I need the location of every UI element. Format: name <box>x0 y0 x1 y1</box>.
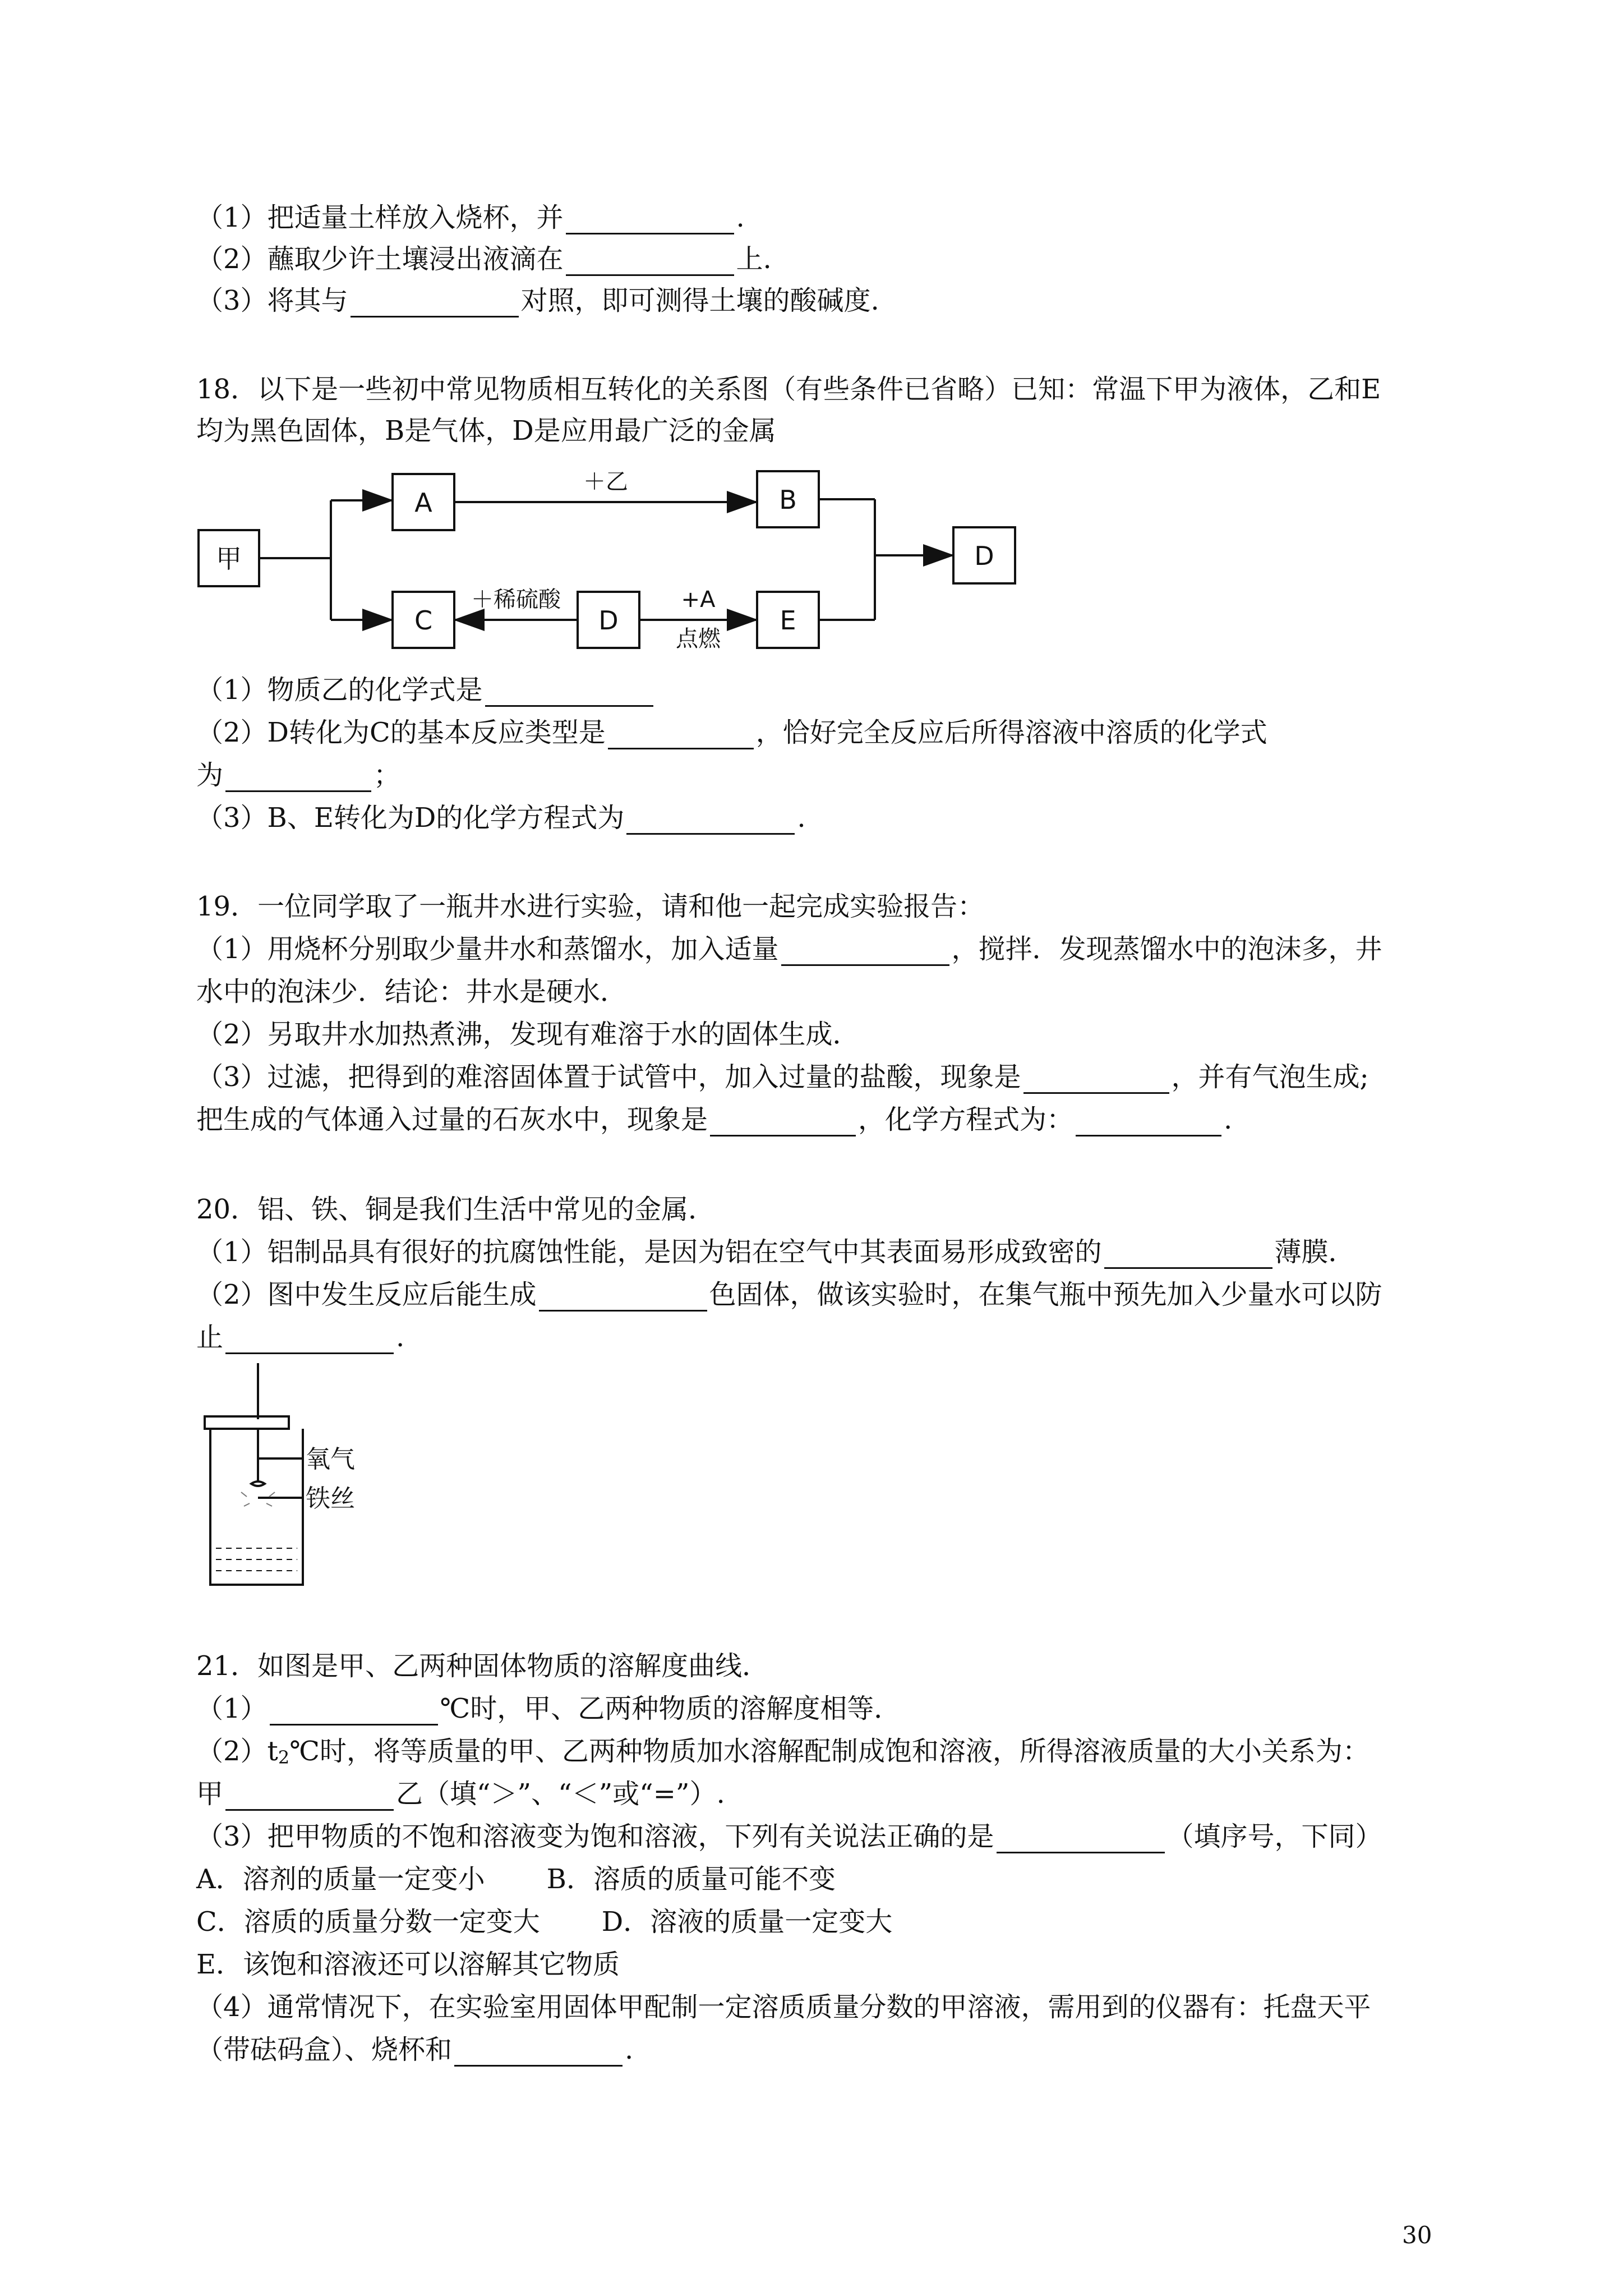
q20-gas-jar-figure <box>191 1363 415 1604</box>
label-b: B <box>779 485 797 515</box>
answer-blank[interactable] <box>270 1698 438 1726</box>
q18-sub-2: （2）D转化为C的基本反应类型是 ，恰好完全反应后所得溶液中溶质的化学式 <box>196 717 1267 748</box>
label-a: A <box>414 487 432 518</box>
q21-sub-4: （4）通常情况下，在实验室用固体甲配制一定溶质质量分数的甲溶液，需用到的仪器有：托盘天平 <box>196 1991 1371 2023</box>
q18-intro-2: 均为黑色固体，B是气体，D是应用最广泛的金属 <box>196 415 776 447</box>
q19-sub-1: （1）用烧杯分别取少量井水和蒸馏水，加入适量 ，搅拌．发现蒸馏水中的泡沫多，井 <box>196 933 1382 965</box>
label-oxygen: 氧气 <box>306 1445 355 1474</box>
label-iron-wire: 铁丝 <box>306 1484 355 1513</box>
answer-blank[interactable] <box>566 207 734 234</box>
label-d-middle: D <box>598 605 619 636</box>
spark-icon <box>241 1492 275 1506</box>
answer-blank[interactable] <box>539 1284 707 1312</box>
answer-blank[interactable] <box>485 679 653 707</box>
answer-blank[interactable] <box>454 2039 623 2067</box>
label-c: C <box>414 605 433 636</box>
answer-blank[interactable] <box>608 722 754 749</box>
q17-line-2: （2）蘸取少许土壤浸出液滴在 上. <box>196 243 772 275</box>
q21-sub-2-cont: 甲 乙（填“＞”、“＜”或“=”）. <box>196 1778 725 1810</box>
answer-blank[interactable] <box>351 290 519 318</box>
q21-options-cd <box>196 1905 1453 1939</box>
q18-intro-1: 18．以下是一些初中常见物质相互转化的关系图（有些条件已省略）已知：常温下甲为液体，乙和E <box>196 374 1381 405</box>
answer-blank[interactable] <box>710 1109 856 1137</box>
q21-options-ab <box>196 1862 1453 1896</box>
q21-sub-2: （2）t2℃时，将等质量的甲、乙两种物质加水溶解配制成饱和溶液，所得溶液质量的大小关系为： <box>196 1736 1370 1768</box>
q21-intro: 21．如图是甲、乙两种固体物质的溶解度曲线． <box>196 1650 769 1682</box>
answer-blank[interactable] <box>1076 1109 1221 1137</box>
option-b: B．溶质的质量可能不变 <box>546 1864 836 1895</box>
jar-water-lines <box>216 1548 297 1571</box>
q21-option-e <box>196 1948 1453 1981</box>
answer-blank[interactable] <box>566 249 734 276</box>
q20-sub-2: （2）图中发生反应后能生成 色固体，做该实验时，在集气瓶中预先加入少量水可以防 <box>196 1279 1382 1310</box>
answer-blank[interactable] <box>225 1783 394 1811</box>
q20-intro: 20．铝、铁、铜是我们生活中常见的金属． <box>196 1194 716 1225</box>
answer-blank[interactable] <box>997 1826 1165 1853</box>
q18-flow-diagram <box>191 460 1043 662</box>
q19-intro: 19．一位同学取了一瓶井水进行实验，请和他一起完成实验报告： <box>196 891 985 922</box>
answer-blank[interactable] <box>225 1327 394 1354</box>
option-a: A．溶剂的质量一定变小 <box>196 1864 485 1895</box>
q21-sub-4-cont: （带砝码盒）、烧杯和 . <box>196 2034 634 2065</box>
answer-blank[interactable] <box>225 765 371 792</box>
q17-line-3: （3）将其与 对照，即可测得土壤的酸碱度. <box>196 285 879 316</box>
q19-sub-3-cont: 把生成的气体通入过量的石灰水中，现象是 ，化学方程式为： . <box>196 1104 1233 1135</box>
q20-sub-1: （1）铝制品具有很好的抗腐蚀性能，是因为铝在空气中其表面易形成致密的 薄膜． <box>196 1236 1355 1268</box>
answer-blank[interactable] <box>781 938 949 966</box>
q20-sub-2-cont: 止 . <box>196 1322 405 1353</box>
label-ignite: 点燃 <box>676 626 721 652</box>
q21-sub-1: （1） ℃时，甲、乙两种物质的溶解度相等． <box>196 1693 901 1724</box>
answer-blank[interactable] <box>626 807 795 835</box>
q18-sub-3: （3）B、E转化为D的化学方程式为 . <box>196 802 806 834</box>
q21-sub-3: （3）把甲物质的不饱和溶液变为饱和溶液，下列有关说法正确的是 （填序号，下同） <box>196 1821 1382 1852</box>
q19-sub-3: （3）过滤，把得到的难溶固体置于试管中，加入过量的盐酸，现象是 ，并有气泡生成; <box>196 1061 1369 1093</box>
page-number: 30 <box>1402 2221 1432 2249</box>
label-plus-acid: ＋稀硫酸 <box>471 587 561 613</box>
q17-line-1: （1）把适量土样放入烧杯，并 . <box>196 202 745 233</box>
q18-sub-2-cont: 为 ； <box>196 760 401 791</box>
label-d-right: D <box>974 541 994 571</box>
q18-sub-1: （1）物质乙的化学式是 <box>196 673 1453 707</box>
label-plus-yi: ＋乙 <box>583 469 628 495</box>
option-e: E．该饱和溶液还可以溶解其它物质 <box>196 1949 620 1980</box>
label-jia: 甲 <box>216 544 242 574</box>
label-plus-a: +A <box>681 587 716 613</box>
option-d: D．溶液的质量一定变大 <box>601 1906 893 1938</box>
label-e: E <box>780 605 796 636</box>
option-c: C．溶质的质量分数一定变大 <box>196 1906 540 1938</box>
answer-blank[interactable] <box>1023 1066 1169 1094</box>
q19-sub-2: （2）另取井水加热煮沸，发现有难溶于水的固体生成． <box>196 1019 860 1050</box>
q19-sub-1-cont: 水中的泡沫少．结论：井水是硬水． <box>196 976 628 1007</box>
answer-blank[interactable] <box>1104 1241 1272 1269</box>
